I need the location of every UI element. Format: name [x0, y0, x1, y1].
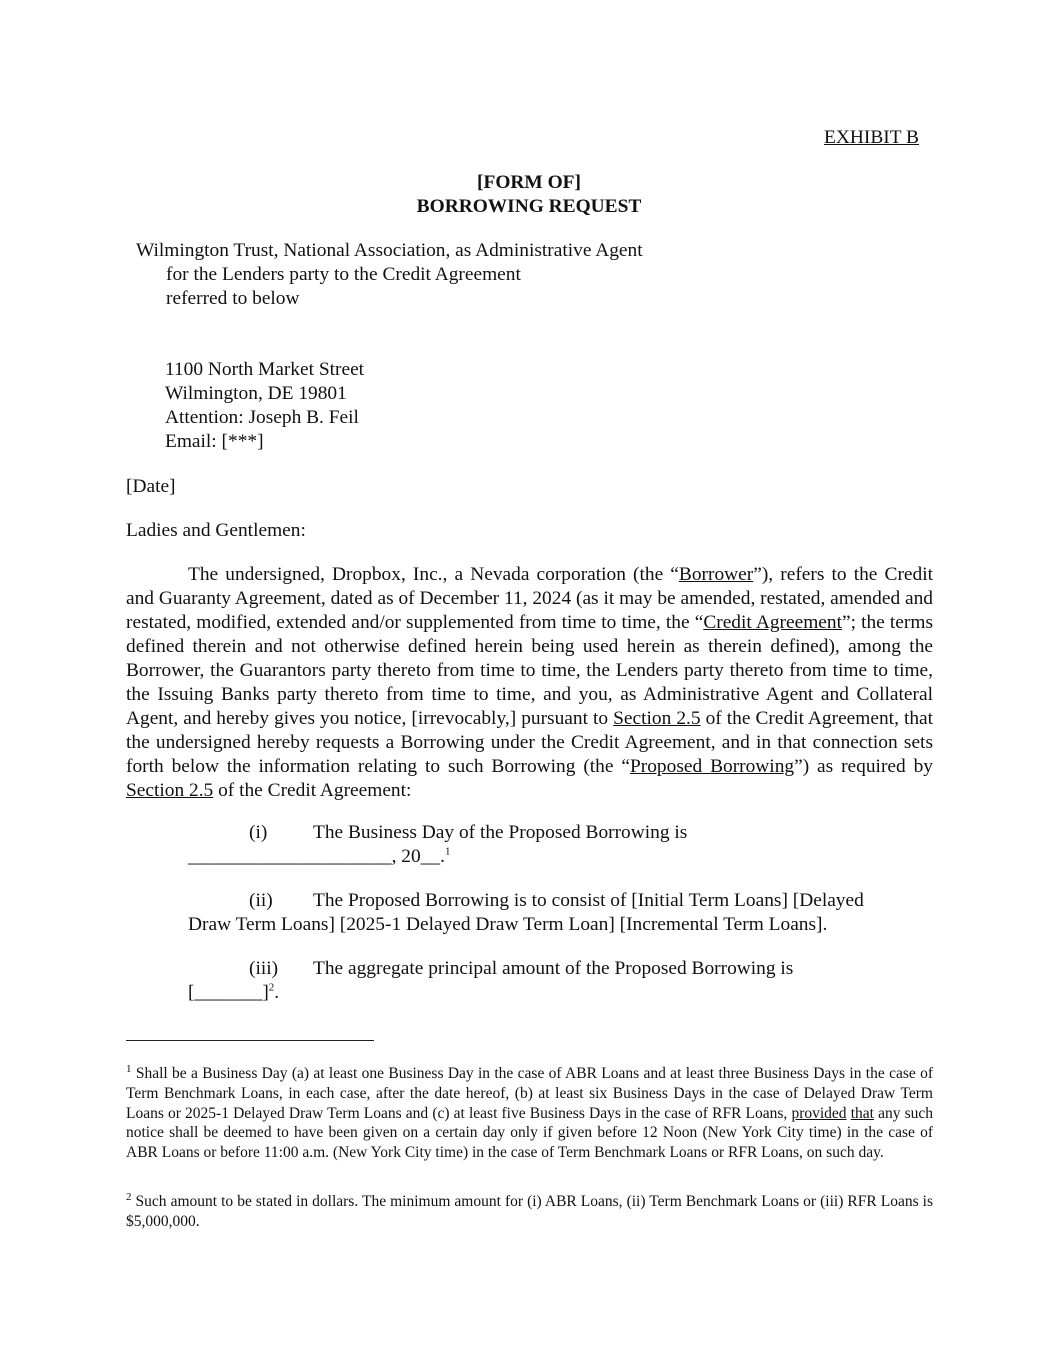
item-ii-line-1: (ii) The Proposed Borrowing is to consist of [Initial Term Loans] [Delayed — [249, 890, 864, 911]
footnote-1: $^1$ Shall be a Business Day (a) at least one Business Day in the case of ABR Loans and at least three Business Days in the case of Term Benchmark Loans, in each case, after the date hereof, (b) at least six Business Days in the case of Delayed Draw Term Loans or 2025-1 Delayed Draw Term Loans and (c) at least five Business Days in the case of RFR Loans, provided that any such notice shall be deemed to have been given on a certain day only if given before 12 Noon (New York City time) in the case of ABR Loans or before 11:00 a.m. (New York City time) in the case of Term Benchmark Loans or RFR Loans, on such day. — [126, 1062, 933, 1162]
footnote-ref: 1 — [444, 845, 451, 858]
section-reference: Section 2.5 — [613, 708, 701, 729]
address-street: 1100 North Market Street — [165, 359, 365, 380]
defined-term-proposed-borrowing: Proposed Borrowing — [630, 756, 795, 777]
salutation: Ladies and Gentlemen: — [126, 520, 306, 541]
item-i-line-1: (i) The Business Day of the Proposed Borrowing is — [249, 822, 688, 843]
item-i-line-2: _____________________, 20__.$^1$ — [188, 845, 451, 867]
exhibit-label: EXHIBIT B — [824, 127, 919, 148]
section-reference: Section 2.5 — [126, 780, 214, 801]
address-attention: Attention: Joseph B. Feil — [165, 407, 359, 428]
form-of-title: [FORM OF] — [477, 172, 581, 193]
item-iii-line-1: (iii) The aggregate principal amount of the Proposed Borrowing is — [249, 958, 794, 979]
footnote-separator — [126, 1040, 374, 1041]
footnote-ref: 2 — [268, 981, 275, 994]
document-title: BORROWING REQUEST — [416, 196, 642, 217]
addressee-line-1: Wilmington Trust, National Association, as Administrative Agent — [136, 240, 643, 261]
item-ii-line-2: Draw Term Loans] [2025-1 Delayed Draw Term Loan] [Incremental Term Loans]. — [188, 914, 828, 935]
item-number: (iii) — [249, 958, 279, 979]
address-city: Wilmington, DE 19801 — [165, 383, 347, 404]
defined-term-credit-agreement: Credit Agreement — [703, 612, 842, 633]
footnote-number: 1 — [126, 1062, 132, 1075]
defined-term-borrower: Borrower — [678, 564, 754, 585]
addressee-line-3: referred to below — [166, 288, 300, 309]
address-email: Email: [***] — [165, 431, 264, 452]
footnote-number: 2 — [126, 1190, 132, 1203]
item-iii-line-2: [_______]$^2$. — [188, 981, 280, 1003]
item-number: (i) — [249, 822, 268, 843]
date-placeholder: [Date] — [126, 476, 176, 497]
footnote-2: $^2$ Such amount to be stated in dollars. The minimum amount for (i) ABR Loans, (ii) Term Benchmark Loans or (iii) RFR Loans is $5,000,000. — [126, 1190, 934, 1230]
item-number: (ii) — [249, 890, 273, 911]
addressee-line-2: for the Lenders party to the Credit Agreement — [166, 264, 521, 285]
body-paragraph: The undersigned, Dropbox, Inc., a Nevada corporation (the “Borrower”), refers to the Credit and Guaranty Agreement, dated as of December 11, 2024 (as it may be amended, restated, amended and restated, modified, extended and/or supplemented from time to time, the “Credit Agreement”; the terms defined therein and not otherwise defined herein being used herein as therein defined), among the Borrower, the Guarantors party thereto from time to time, the Lenders party thereto from time to time, the Issuing Banks party thereto from time to time, and you, as Administrative Agent and Collateral Agent, and hereby gives you notice, [irrevocably,] pursuant to Section 2.5 of the Credit Agreement, that the undersigned hereby requests a Borrowing under the Credit Agreement, and in that connection sets forth below the information relating to such Borrowing (the “Proposed Borrowing”) as required by Section 2.5 of the Credit Agreement: — [126, 564, 934, 801]
